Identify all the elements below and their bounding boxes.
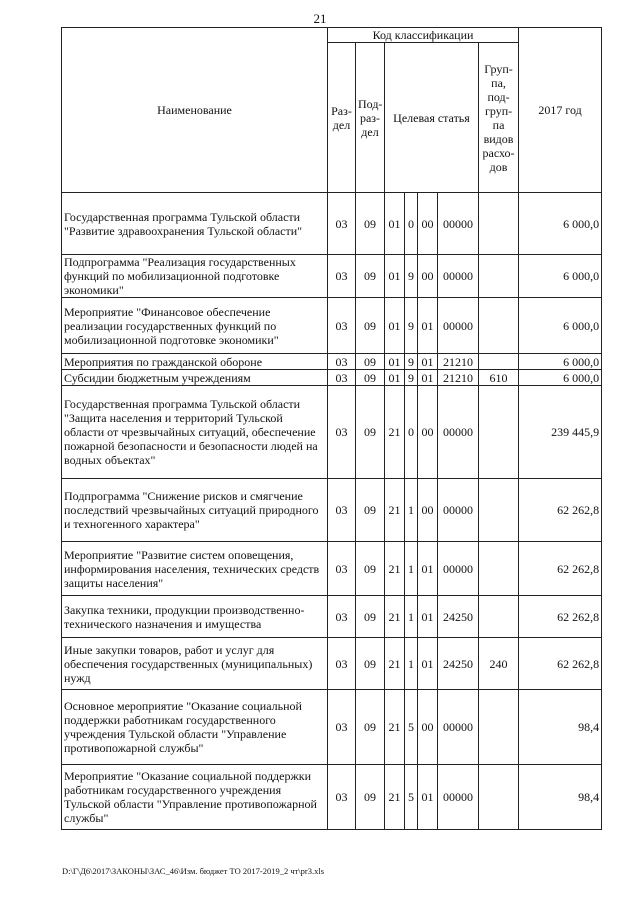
budget-table: [61, 27, 602, 830]
row-amount-cell: 6 000,0: [519, 255, 602, 298]
row-target-direction-cell: 00000: [438, 479, 479, 542]
row-name-cell: Государственная программа Тульской области "Защита населения и территорий Тульской области от чрезвычайных ситуаций, обеспечение пожарной безопасности и безопасности людей на водных объектах": [62, 386, 328, 479]
row-expense-group-cell: [479, 765, 519, 830]
row-target-direction-cell: 00000: [438, 298, 479, 354]
row-target-subprogram-cell: 1: [405, 479, 418, 542]
row-target-direction-cell: 21210: [438, 354, 479, 370]
row-expense-group-cell: [479, 298, 519, 354]
row-target-event-cell: 01: [418, 298, 438, 354]
row-amount-cell: 98,4: [519, 765, 602, 830]
row-name-cell: Субсидии бюджетным учреждениям: [62, 370, 328, 386]
row-amount-cell: 62 262,8: [519, 596, 602, 638]
row-target-program-cell: 01: [385, 354, 405, 370]
row-expense-group-cell: [479, 354, 519, 370]
row-section-cell: 03: [328, 193, 356, 255]
table-row: [62, 479, 602, 542]
row-expense-group-cell: [479, 386, 519, 479]
row-amount-cell: 6 000,0: [519, 193, 602, 255]
row-target-direction-cell: 24250: [438, 638, 479, 690]
row-subsection-cell: 09: [356, 298, 385, 354]
row-target-subprogram-cell: 5: [405, 765, 418, 830]
row-section-cell: 03: [328, 354, 356, 370]
footer-file-path: D:\Г\Д6\2017\ЗАКОНЫ\ЗАС_46\Изм. бюджет ТО 2017-2019_2 чт\pr3.xls: [62, 866, 325, 876]
row-target-direction-cell: 00000: [438, 255, 479, 298]
row-section-cell: 03: [328, 542, 356, 596]
header-name: Наименование: [62, 28, 328, 193]
row-target-direction-cell: 00000: [438, 690, 479, 765]
row-expense-group-cell: [479, 479, 519, 542]
row-target-program-cell: 21: [385, 386, 405, 479]
row-target-program-cell: 01: [385, 370, 405, 386]
row-amount-cell: 239 445,9: [519, 386, 602, 479]
row-target-subprogram-cell: 9: [405, 370, 418, 386]
row-target-program-cell: 21: [385, 765, 405, 830]
row-name-cell: Основное мероприятие "Оказание социальной поддержки работникам государственного учреждения Тульской области "Управление противопожарной службы": [62, 690, 328, 765]
row-subsection-cell: 09: [356, 354, 385, 370]
row-name-cell: Мероприятие "Оказание социальной поддержки работникам государственного учреждения Тульской области "Управление противопожарной службы": [62, 765, 328, 830]
row-target-event-cell: 00: [418, 386, 438, 479]
row-section-cell: 03: [328, 255, 356, 298]
table-row: [62, 596, 602, 638]
row-name-cell: Мероприятия по гражданской обороне: [62, 354, 328, 370]
row-expense-group-cell: [479, 596, 519, 638]
row-target-program-cell: 01: [385, 255, 405, 298]
row-target-subprogram-cell: 9: [405, 354, 418, 370]
row-expense-group-cell: [479, 690, 519, 765]
row-amount-cell: 6 000,0: [519, 370, 602, 386]
row-name-cell: Подпрограмма "Снижение рисков и смягчение последствий чрезвычайных ситуаций природного и техногенного характера": [62, 479, 328, 542]
row-subsection-cell: 09: [356, 542, 385, 596]
row-subsection-cell: 09: [356, 690, 385, 765]
row-target-direction-cell: 00000: [438, 542, 479, 596]
table-row: [62, 765, 602, 830]
table-row: [62, 193, 602, 255]
row-target-program-cell: 21: [385, 542, 405, 596]
row-target-event-cell: 01: [418, 765, 438, 830]
row-target-program-cell: 01: [385, 193, 405, 255]
table-row: [62, 690, 602, 765]
row-target-subprogram-cell: 1: [405, 638, 418, 690]
row-target-program-cell: 21: [385, 479, 405, 542]
row-amount-cell: 98,4: [519, 690, 602, 765]
row-target-subprogram-cell: 9: [405, 298, 418, 354]
table-row: [62, 354, 602, 370]
row-name-cell: Иные закупки товаров, работ и услуг для обеспечения государственных (муниципальных) нужд: [62, 638, 328, 690]
row-target-event-cell: 01: [418, 354, 438, 370]
row-target-direction-cell: 00000: [438, 386, 479, 479]
row-target-event-cell: 00: [418, 479, 438, 542]
row-section-cell: 03: [328, 370, 356, 386]
row-amount-cell: 62 262,8: [519, 638, 602, 690]
row-target-event-cell: 01: [418, 542, 438, 596]
header-classification: Код классификации: [328, 28, 519, 43]
row-section-cell: 03: [328, 479, 356, 542]
row-amount-cell: 62 262,8: [519, 479, 602, 542]
row-subsection-cell: 09: [356, 479, 385, 542]
row-target-program-cell: 21: [385, 638, 405, 690]
row-expense-group-cell: 610: [479, 370, 519, 386]
row-target-event-cell: 00: [418, 255, 438, 298]
row-target-event-cell: 01: [418, 638, 438, 690]
page-number: 21: [313, 11, 327, 26]
header-target-item: Целевая статья: [385, 43, 479, 193]
row-target-program-cell: 21: [385, 690, 405, 765]
table-row: [62, 298, 602, 354]
row-name-cell: Мероприятие "Финансовое обеспечение реализации государственных функций по мобилизационной подготовке экономики": [62, 298, 328, 354]
header-section: Раз- дел: [328, 43, 356, 193]
row-section-cell: 03: [328, 298, 356, 354]
row-section-cell: 03: [328, 638, 356, 690]
row-subsection-cell: 09: [356, 638, 385, 690]
row-subsection-cell: 09: [356, 765, 385, 830]
row-amount-cell: 62 262,8: [519, 542, 602, 596]
table-row: [62, 370, 602, 386]
row-section-cell: 03: [328, 386, 356, 479]
row-expense-group-cell: [479, 542, 519, 596]
row-target-direction-cell: 00000: [438, 193, 479, 255]
row-name-cell: Закупка техники, продукции производственно-технического назначения и имущества: [62, 596, 328, 638]
row-subsection-cell: 09: [356, 596, 385, 638]
row-section-cell: 03: [328, 765, 356, 830]
row-target-direction-cell: 00000: [438, 765, 479, 830]
row-target-subprogram-cell: 0: [405, 193, 418, 255]
row-amount-cell: 6 000,0: [519, 298, 602, 354]
row-subsection-cell: 09: [356, 193, 385, 255]
row-target-event-cell: 00: [418, 690, 438, 765]
header-subsection: Под- раз- дел: [356, 43, 385, 193]
row-target-program-cell: 01: [385, 298, 405, 354]
row-subsection-cell: 09: [356, 370, 385, 386]
row-target-event-cell: 00: [418, 193, 438, 255]
header-year: 2017 год: [519, 28, 602, 193]
row-target-event-cell: 01: [418, 370, 438, 386]
row-target-subprogram-cell: 1: [405, 542, 418, 596]
table-row: [62, 255, 602, 298]
row-target-direction-cell: 24250: [438, 596, 479, 638]
row-section-cell: 03: [328, 596, 356, 638]
row-target-subprogram-cell: 1: [405, 596, 418, 638]
row-section-cell: 03: [328, 690, 356, 765]
row-name-cell: Государственная программа Тульской области "Развитие здравоохранения Тульской области": [62, 193, 328, 255]
row-expense-group-cell: [479, 255, 519, 298]
row-target-subprogram-cell: 5: [405, 690, 418, 765]
row-subsection-cell: 09: [356, 386, 385, 479]
table-row: [62, 386, 602, 479]
header-expense-group: Груп- па, под- груп- па видов расхо- дов: [479, 43, 519, 193]
row-expense-group-cell: 240: [479, 638, 519, 690]
row-target-event-cell: 01: [418, 596, 438, 638]
row-name-cell: Мероприятие "Развитие систем оповещения, информирования населения, технических средств защиты населения": [62, 542, 328, 596]
table-row: [62, 638, 602, 690]
row-expense-group-cell: [479, 193, 519, 255]
row-subsection-cell: 09: [356, 255, 385, 298]
row-amount-cell: 6 000,0: [519, 354, 602, 370]
table-row: [62, 542, 602, 596]
row-target-direction-cell: 21210: [438, 370, 479, 386]
row-target-subprogram-cell: 9: [405, 255, 418, 298]
row-target-subprogram-cell: 0: [405, 386, 418, 479]
row-target-program-cell: 21: [385, 596, 405, 638]
row-name-cell: Подпрограмма "Реализация государственных функций по мобилизационной подготовке экономики": [62, 255, 328, 298]
